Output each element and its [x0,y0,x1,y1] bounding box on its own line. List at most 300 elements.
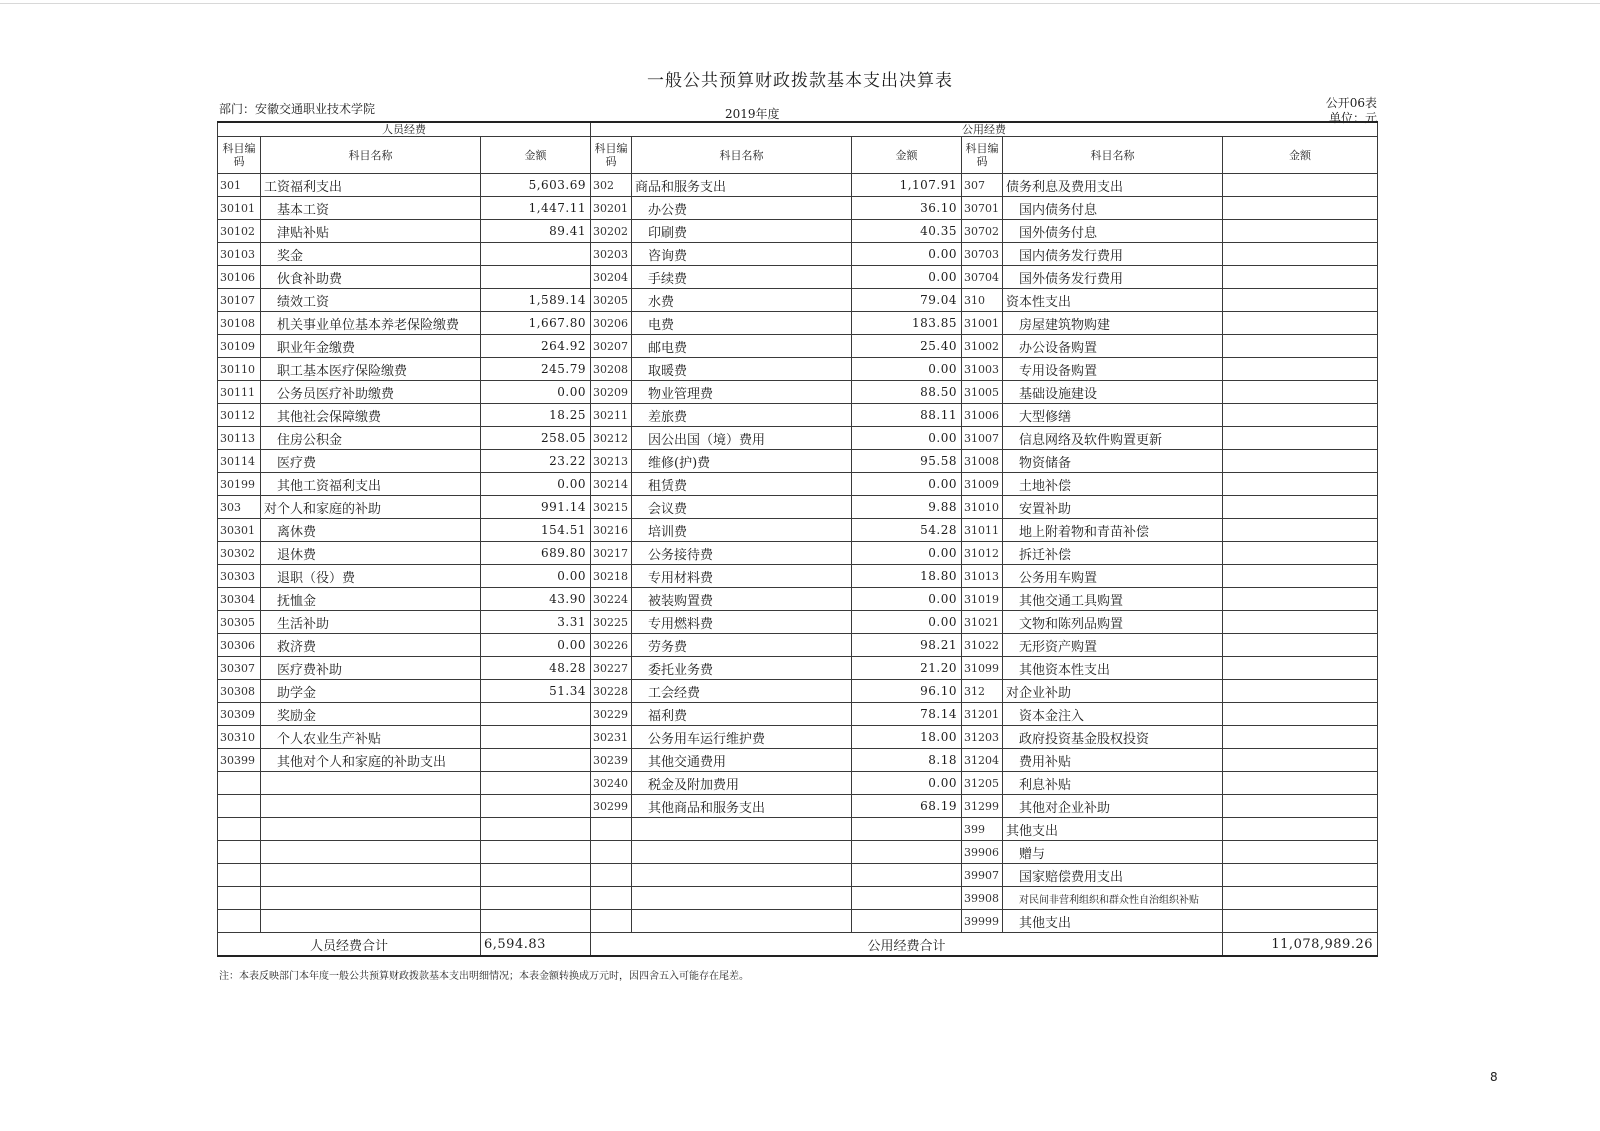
goods-code: 30225 [591,611,632,634]
personnel-code: 303 [218,496,261,519]
goods-amount: 54.28 [852,519,962,542]
col-header-amount: 金额 [1223,137,1378,174]
table-row [218,910,1378,933]
personnel-name: 助学金 [261,680,481,703]
other-code: 39908 [962,887,1003,910]
other-name: 公务用车购置 [1003,565,1223,588]
other-name: 其他支出 [1003,910,1223,933]
other-code: 31009 [962,473,1003,496]
goods-name: 委托业务费 [632,657,852,680]
personnel-name: 个人农业生产补贴 [261,726,481,749]
goods-name: 差旅费 [632,404,852,427]
goods-name: 培训费 [632,519,852,542]
goods-name: 邮电费 [632,335,852,358]
other-name: 大型修缮 [1003,404,1223,427]
goods-name: 劳务费 [632,634,852,657]
personnel-amount [481,726,591,749]
goods-name: 取暖费 [632,358,852,381]
table-row [218,289,1378,312]
personnel-amount: 991.14 [481,496,591,519]
other-name: 信息网络及软件购置更新 [1003,427,1223,450]
personnel-name: 公务员医疗补助缴费 [261,381,481,404]
personnel-total-label: 人员经费合计 [218,933,481,957]
goods-name: 其他商品和服务支出 [632,795,852,818]
personnel-amount: 0.00 [481,565,591,588]
other-code: 31003 [962,358,1003,381]
personnel-name: 住房公积金 [261,427,481,450]
personnel-name: 职工基本医疗保险缴费 [261,358,481,381]
goods-amount: 0.00 [852,542,962,565]
personnel-name: 退休费 [261,542,481,565]
goods-code [591,910,632,933]
personnel-code: 30309 [218,703,261,726]
table-row [218,565,1378,588]
goods-code: 30206 [591,312,632,335]
table-row [218,864,1378,887]
other-code: 307 [962,174,1003,197]
personnel-code [218,818,261,841]
other-name: 办公设备购置 [1003,335,1223,358]
goods-name: 咨询费 [632,243,852,266]
group-header-personnel: 人员经费 [218,122,591,137]
other-code: 31012 [962,542,1003,565]
table-row [218,358,1378,381]
table-row [218,220,1378,243]
goods-code: 30231 [591,726,632,749]
personnel-code: 30308 [218,680,261,703]
goods-code: 30212 [591,427,632,450]
goods-amount: 0.00 [852,266,962,289]
personnel-code: 30302 [218,542,261,565]
goods-code: 30215 [591,496,632,519]
personnel-name: 其他社会保障缴费 [261,404,481,427]
table-row [218,427,1378,450]
goods-code: 30228 [591,680,632,703]
department-label: 部门：安徽交通职业技术学院 [219,102,376,116]
personnel-name: 生活补助 [261,611,481,634]
table-row [218,174,1378,197]
personnel-name [261,887,481,910]
table-row [218,657,1378,680]
personnel-amount: 154.51 [481,519,591,542]
personnel-name: 离休费 [261,519,481,542]
other-name: 对企业补助 [1003,680,1223,703]
goods-name: 维修(护)费 [632,450,852,473]
personnel-code: 30109 [218,335,261,358]
goods-amount [852,864,962,887]
goods-name: 公务用车运行维护费 [632,726,852,749]
goods-code: 30224 [591,588,632,611]
personnel-code: 30303 [218,565,261,588]
other-name: 安置补助 [1003,496,1223,519]
personnel-amount: 258.05 [481,427,591,450]
other-amount [1223,818,1378,841]
other-code: 30702 [962,220,1003,243]
personnel-code [218,910,261,933]
goods-amount: 0.00 [852,427,962,450]
other-name: 其他资本性支出 [1003,657,1223,680]
goods-amount [852,818,962,841]
personnel-code: 30112 [218,404,261,427]
goods-code: 30217 [591,542,632,565]
col-header-code: 科目编码 [962,137,1003,174]
year-label: 2019年度 [725,107,780,121]
other-name: 土地补偿 [1003,473,1223,496]
expenditure-table [217,121,1378,957]
table-row [218,726,1378,749]
goods-code: 30213 [591,450,632,473]
table-row [218,588,1378,611]
personnel-code: 30107 [218,289,261,312]
other-name: 费用补贴 [1003,749,1223,772]
personnel-code: 30111 [218,381,261,404]
personnel-name: 医疗费 [261,450,481,473]
personnel-name: 工资福利支出 [261,174,481,197]
personnel-code [218,864,261,887]
personnel-code: 30399 [218,749,261,772]
personnel-name: 抚恤金 [261,588,481,611]
other-name: 赠与 [1003,841,1223,864]
other-name: 房屋建筑物购建 [1003,312,1223,335]
other-amount [1223,657,1378,680]
goods-code: 30239 [591,749,632,772]
goods-amount: 40.35 [852,220,962,243]
personnel-code: 30101 [218,197,261,220]
personnel-code: 30110 [218,358,261,381]
public-total-amount: 11,078,989.26 [1223,933,1378,957]
goods-code: 30203 [591,243,632,266]
other-code: 31010 [962,496,1003,519]
table-row [218,335,1378,358]
goods-name: 专用材料费 [632,565,852,588]
personnel-amount [481,795,591,818]
goods-amount: 0.00 [852,772,962,795]
other-name: 其他交通工具购置 [1003,588,1223,611]
public-total-label: 公用经费合计 [591,933,1223,957]
other-amount [1223,703,1378,726]
personnel-code [218,841,261,864]
table-row [218,312,1378,335]
personnel-name: 其他对个人和家庭的补助支出 [261,749,481,772]
personnel-amount [481,910,591,933]
other-code: 31205 [962,772,1003,795]
goods-name: 手续费 [632,266,852,289]
goods-name: 公务接待费 [632,542,852,565]
other-amount [1223,266,1378,289]
other-amount [1223,450,1378,473]
personnel-amount: 23.22 [481,450,591,473]
other-amount [1223,634,1378,657]
goods-amount: 0.00 [852,473,962,496]
other-name: 资本性支出 [1003,289,1223,312]
other-name: 国外债务付息 [1003,220,1223,243]
other-amount [1223,611,1378,634]
personnel-code: 30305 [218,611,261,634]
goods-amount [852,910,962,933]
personnel-amount [481,887,591,910]
other-code: 312 [962,680,1003,703]
personnel-code: 30106 [218,266,261,289]
personnel-name: 对个人和家庭的补助 [261,496,481,519]
goods-code [591,864,632,887]
other-code: 31299 [962,795,1003,818]
personnel-amount: 1,589.14 [481,289,591,312]
scan-edge-line [0,3,1600,4]
goods-name [632,818,852,841]
personnel-name: 奖金 [261,243,481,266]
goods-code: 30226 [591,634,632,657]
goods-name: 因公出国（境）费用 [632,427,852,450]
table-row [218,404,1378,427]
goods-name: 租赁费 [632,473,852,496]
other-amount [1223,542,1378,565]
table-row [218,841,1378,864]
other-amount [1223,358,1378,381]
personnel-code: 30199 [218,473,261,496]
personnel-name: 绩效工资 [261,289,481,312]
goods-name: 办公费 [632,197,852,220]
other-code: 39907 [962,864,1003,887]
personnel-code: 30306 [218,634,261,657]
other-amount [1223,795,1378,818]
goods-amount: 96.10 [852,680,962,703]
goods-amount: 0.00 [852,358,962,381]
other-name: 物资储备 [1003,450,1223,473]
personnel-code [218,795,261,818]
other-code: 31002 [962,335,1003,358]
personnel-name [261,818,481,841]
goods-amount: 18.80 [852,565,962,588]
goods-code: 30207 [591,335,632,358]
goods-code: 30205 [591,289,632,312]
goods-code: 30227 [591,657,632,680]
personnel-amount [481,841,591,864]
goods-code [591,841,632,864]
personnel-name [261,772,481,795]
other-name: 其他支出 [1003,818,1223,841]
goods-name [632,910,852,933]
other-name: 专用设备购置 [1003,358,1223,381]
personnel-amount: 1,447.11 [481,197,591,220]
other-code: 31007 [962,427,1003,450]
personnel-amount: 18.25 [481,404,591,427]
personnel-code: 301 [218,174,261,197]
personnel-code: 30310 [218,726,261,749]
other-name: 国外债务发行费用 [1003,266,1223,289]
table-row [218,772,1378,795]
col-header-name: 科目名称 [261,137,481,174]
other-amount [1223,749,1378,772]
personnel-amount: 48.28 [481,657,591,680]
other-name: 政府投资基金股权投资 [1003,726,1223,749]
goods-code: 30214 [591,473,632,496]
goods-name: 其他交通费用 [632,749,852,772]
goods-amount: 1,107.91 [852,174,962,197]
personnel-amount: 0.00 [481,473,591,496]
personnel-name: 奖励金 [261,703,481,726]
goods-name: 物业管理费 [632,381,852,404]
other-amount [1223,496,1378,519]
other-name: 债务利息及费用支出 [1003,174,1223,197]
personnel-code: 30114 [218,450,261,473]
goods-amount: 183.85 [852,312,962,335]
goods-code: 30299 [591,795,632,818]
goods-name: 会议费 [632,496,852,519]
personnel-amount: 1,667.80 [481,312,591,335]
page-title: 一般公共预算财政拨款基本支出决算表 [647,71,953,91]
personnel-amount: 0.00 [481,381,591,404]
table-row [218,473,1378,496]
personnel-code: 30307 [218,657,261,680]
goods-amount: 18.00 [852,726,962,749]
goods-code: 302 [591,174,632,197]
personnel-name: 伙食补助费 [261,266,481,289]
other-code: 31021 [962,611,1003,634]
personnel-code: 30301 [218,519,261,542]
personnel-name: 医疗费补助 [261,657,481,680]
other-name: 资本金注入 [1003,703,1223,726]
group-header-public: 公用经费 [591,122,1378,137]
table-row [218,266,1378,289]
col-header-code: 科目编码 [218,137,261,174]
other-name: 其他对企业补助 [1003,795,1223,818]
goods-name: 被装购置费 [632,588,852,611]
goods-amount: 8.18 [852,749,962,772]
footnote: 注：本表反映部门本年度一般公共预算财政拨款基本支出明细情况；本表金额转换成万元时，因四舍五入可能存在尾差。 [219,971,749,982]
goods-amount: 78.14 [852,703,962,726]
page-number: 8 [1490,1070,1498,1084]
goods-amount [852,887,962,910]
other-code: 31204 [962,749,1003,772]
other-name: 国内债务付息 [1003,197,1223,220]
personnel-code [218,772,261,795]
table-row [218,496,1378,519]
other-amount [1223,841,1378,864]
goods-name: 工会经费 [632,680,852,703]
goods-amount [852,841,962,864]
personnel-code: 30102 [218,220,261,243]
personnel-code: 30113 [218,427,261,450]
personnel-name: 其他工资福利支出 [261,473,481,496]
personnel-amount: 5,603.69 [481,174,591,197]
goods-code: 30202 [591,220,632,243]
table-row [218,887,1378,910]
goods-name: 商品和服务支出 [632,174,852,197]
personnel-total-amount: 6,594.83 [481,933,591,957]
personnel-amount: 245.79 [481,358,591,381]
table-row [218,450,1378,473]
other-code: 31201 [962,703,1003,726]
form-number: 公开06表 [1325,96,1377,110]
personnel-name [261,910,481,933]
goods-code: 30240 [591,772,632,795]
other-amount [1223,887,1378,910]
other-code: 30704 [962,266,1003,289]
other-amount [1223,220,1378,243]
other-amount [1223,864,1378,887]
personnel-name: 基本工资 [261,197,481,220]
personnel-name [261,795,481,818]
other-amount [1223,312,1378,335]
goods-amount: 0.00 [852,611,962,634]
other-amount [1223,772,1378,795]
personnel-amount: 264.92 [481,335,591,358]
personnel-amount: 689.80 [481,542,591,565]
personnel-code: 30304 [218,588,261,611]
personnel-name [261,864,481,887]
other-amount [1223,427,1378,450]
other-amount [1223,404,1378,427]
table-row [218,542,1378,565]
other-code: 39906 [962,841,1003,864]
other-amount [1223,726,1378,749]
goods-name [632,864,852,887]
table-row [218,519,1378,542]
other-name: 利息补贴 [1003,772,1223,795]
goods-amount: 95.58 [852,450,962,473]
col-header-name: 科目名称 [1003,137,1223,174]
personnel-amount [481,818,591,841]
goods-amount: 68.19 [852,795,962,818]
other-code: 31001 [962,312,1003,335]
other-code: 31008 [962,450,1003,473]
personnel-name: 救济费 [261,634,481,657]
table-row [218,749,1378,772]
goods-code: 30211 [591,404,632,427]
goods-code: 30208 [591,358,632,381]
goods-amount: 9.88 [852,496,962,519]
col-header-code: 科目编码 [591,137,632,174]
personnel-amount [481,703,591,726]
goods-amount: 36.10 [852,197,962,220]
other-code: 30703 [962,243,1003,266]
goods-code: 30204 [591,266,632,289]
other-name: 文物和陈列品购置 [1003,611,1223,634]
other-amount [1223,588,1378,611]
other-amount [1223,473,1378,496]
goods-code [591,818,632,841]
col-header-amount: 金额 [481,137,591,174]
personnel-name: 机关事业单位基本养老保险缴费 [261,312,481,335]
goods-name: 印刷费 [632,220,852,243]
goods-name: 税金及附加费用 [632,772,852,795]
personnel-amount [481,266,591,289]
other-code: 31019 [962,588,1003,611]
goods-name: 福利费 [632,703,852,726]
goods-amount: 21.20 [852,657,962,680]
goods-name: 专用燃料费 [632,611,852,634]
personnel-name [261,841,481,864]
table-row [218,611,1378,634]
personnel-amount [481,749,591,772]
other-amount [1223,910,1378,933]
personnel-code: 30103 [218,243,261,266]
other-code: 31005 [962,381,1003,404]
other-name: 对民间非营利组织和群众性自治组织补贴 [1003,887,1223,910]
totals-row [218,933,1378,957]
other-code: 39999 [962,910,1003,933]
table-row [218,634,1378,657]
goods-amount: 0.00 [852,588,962,611]
col-header-amount: 金额 [852,137,962,174]
goods-code [591,887,632,910]
personnel-amount [481,864,591,887]
table-row [218,703,1378,726]
other-amount [1223,289,1378,312]
other-amount [1223,197,1378,220]
goods-code: 30209 [591,381,632,404]
other-name: 拆迁补偿 [1003,542,1223,565]
